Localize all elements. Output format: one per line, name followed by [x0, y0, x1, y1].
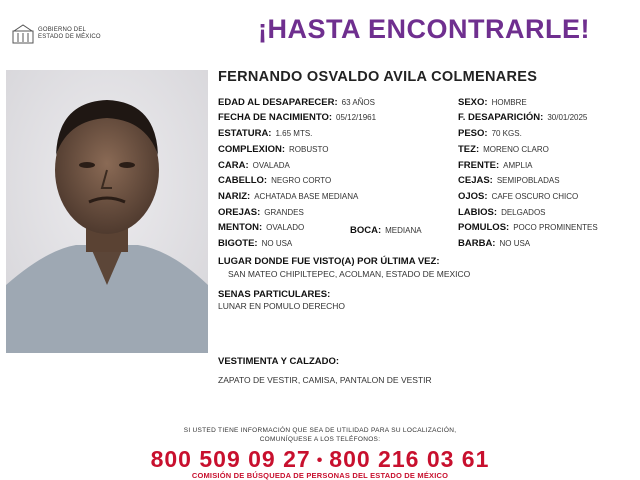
- field-label: LABIOS:: [458, 207, 498, 218]
- field-mouth: [350, 225, 422, 236]
- field-label: CABELLO:: [218, 175, 268, 186]
- last-seen-label: LUGAR DONDE FUE VISTO(A) POR ÚLTIMA VEZ:: [218, 256, 440, 267]
- field-label: POMULOS:: [458, 222, 510, 233]
- distinctive-marks-label: SENAS PARTICULARES:: [218, 289, 331, 300]
- field-sex: [458, 97, 527, 108]
- field-label: FECHA DE NACIMIENTO:: [218, 112, 332, 123]
- field-label: MENTON:: [218, 222, 263, 233]
- info-line-2: COMUNÍQUESE A LOS TELÉFONOS:: [259, 436, 381, 443]
- last-seen-value: SAN MATEO CHIPILTEPEC, ACOLMAN, ESTADO DE MEXICO: [228, 269, 471, 279]
- field-birth-date: [218, 112, 376, 123]
- field-value: POCO PROMINENTES: [513, 223, 598, 232]
- field-value: OVALADA: [252, 161, 290, 170]
- field-value: CAFE OSCURO CHICO: [491, 192, 579, 201]
- field-value: NEGRO CORTO: [271, 176, 332, 185]
- clothing-value: ZAPATO DE VESTIR, CAMISA, PANTALON DE VESTIR: [218, 375, 432, 385]
- field-nose: [218, 191, 358, 202]
- field-height: [218, 128, 312, 139]
- field-label: FRENTE:: [458, 160, 500, 171]
- missing-person-photo: [6, 70, 208, 353]
- field-cheekbones: [458, 222, 598, 233]
- field-label: BIGOTE:: [218, 238, 258, 249]
- field-label: SEXO:: [458, 97, 488, 108]
- field-value: ROBUSTO: [289, 145, 329, 154]
- field-hair: [218, 175, 331, 186]
- field-value: 63 AÑOS: [341, 98, 375, 107]
- field-complexion: [458, 144, 549, 155]
- field-value: MEDIANA: [385, 226, 422, 235]
- field-value: NO USA: [499, 239, 531, 248]
- field-value: 30/01/2025: [547, 113, 588, 122]
- field-label: COMPLEXION:: [218, 144, 286, 155]
- separator-dot: •: [316, 451, 324, 469]
- field-value: NO USA: [261, 239, 293, 248]
- field-label: NARIZ:: [218, 191, 251, 202]
- field-value: 05/12/1961: [336, 113, 377, 122]
- field-beard: [458, 238, 530, 249]
- field-eyebrows: [458, 175, 560, 186]
- phone-numbers: [0, 446, 640, 473]
- field-forehead: [458, 160, 533, 171]
- field-label: EDAD AL DESAPARECER:: [218, 97, 338, 108]
- field-ears: [218, 207, 304, 218]
- field-build: [218, 144, 328, 155]
- field-lips: [458, 207, 546, 218]
- field-label: BARBA:: [458, 238, 496, 249]
- clothing-label: VESTIMENTA Y CALZADO:: [218, 356, 340, 367]
- field-chin: [218, 222, 304, 233]
- field-label: PESO:: [458, 128, 488, 139]
- field-value: 1.65 MTS.: [275, 129, 313, 138]
- field-label: TEZ:: [458, 144, 480, 155]
- field-value: OVALADO: [266, 223, 305, 232]
- person-name: FERNANDO OSVALDO AVILA COLMENARES: [218, 69, 538, 85]
- field-value: DELGADOS: [501, 208, 546, 217]
- portrait-image: [6, 70, 208, 353]
- field-face: [218, 160, 290, 171]
- phone-2[interactable]: 800 216 03 61: [329, 446, 490, 472]
- field-value: SEMIPOBLADAS: [496, 176, 560, 185]
- distinctive-marks-value: LUNAR EN POMULO DERECHO: [218, 301, 346, 311]
- field-label: OJOS:: [458, 191, 488, 202]
- field-disappearance-date: [458, 112, 587, 123]
- field-value: HOMBRE: [491, 98, 527, 107]
- field-label: ESTATURA:: [218, 128, 272, 139]
- field-mustache: [218, 238, 292, 249]
- headline: ¡HASTA ENCONTRARLE!: [258, 14, 590, 44]
- phone-1[interactable]: 800 509 09 27: [150, 446, 311, 472]
- field-age: [218, 97, 375, 108]
- field-label: CARA:: [218, 160, 249, 171]
- field-label: F. DESAPARICIÓN:: [458, 112, 544, 123]
- state-seal-icon: [12, 24, 34, 44]
- field-value: MORENO CLARO: [483, 145, 549, 154]
- field-label: BOCA:: [350, 225, 382, 236]
- field-value: AMPLIA: [503, 161, 533, 170]
- field-weight: [458, 128, 522, 139]
- field-value: 70 KGS.: [491, 129, 522, 138]
- commission-name: COMISIÓN DE BÚSQUEDA DE PERSONAS DEL ESTADO DE MÉXICO: [191, 471, 449, 480]
- gov-line-2: ESTADO DE MÉXICO: [38, 34, 101, 40]
- gov-line-1: GOBIERNO DEL: [38, 27, 87, 33]
- info-line-1: SI USTED TIENE INFORMACIÓN QUE SEA DE UTILIDAD PARA SU LOCALIZACIÓN,: [183, 427, 457, 434]
- field-value: ACHATADA BASE MEDIANA: [254, 192, 359, 201]
- field-eyes: [458, 191, 578, 202]
- field-label: OREJAS:: [218, 207, 261, 218]
- field-value: GRANDES: [264, 208, 304, 217]
- government-logo-text: [38, 27, 101, 41]
- field-label: CEJAS:: [458, 175, 493, 186]
